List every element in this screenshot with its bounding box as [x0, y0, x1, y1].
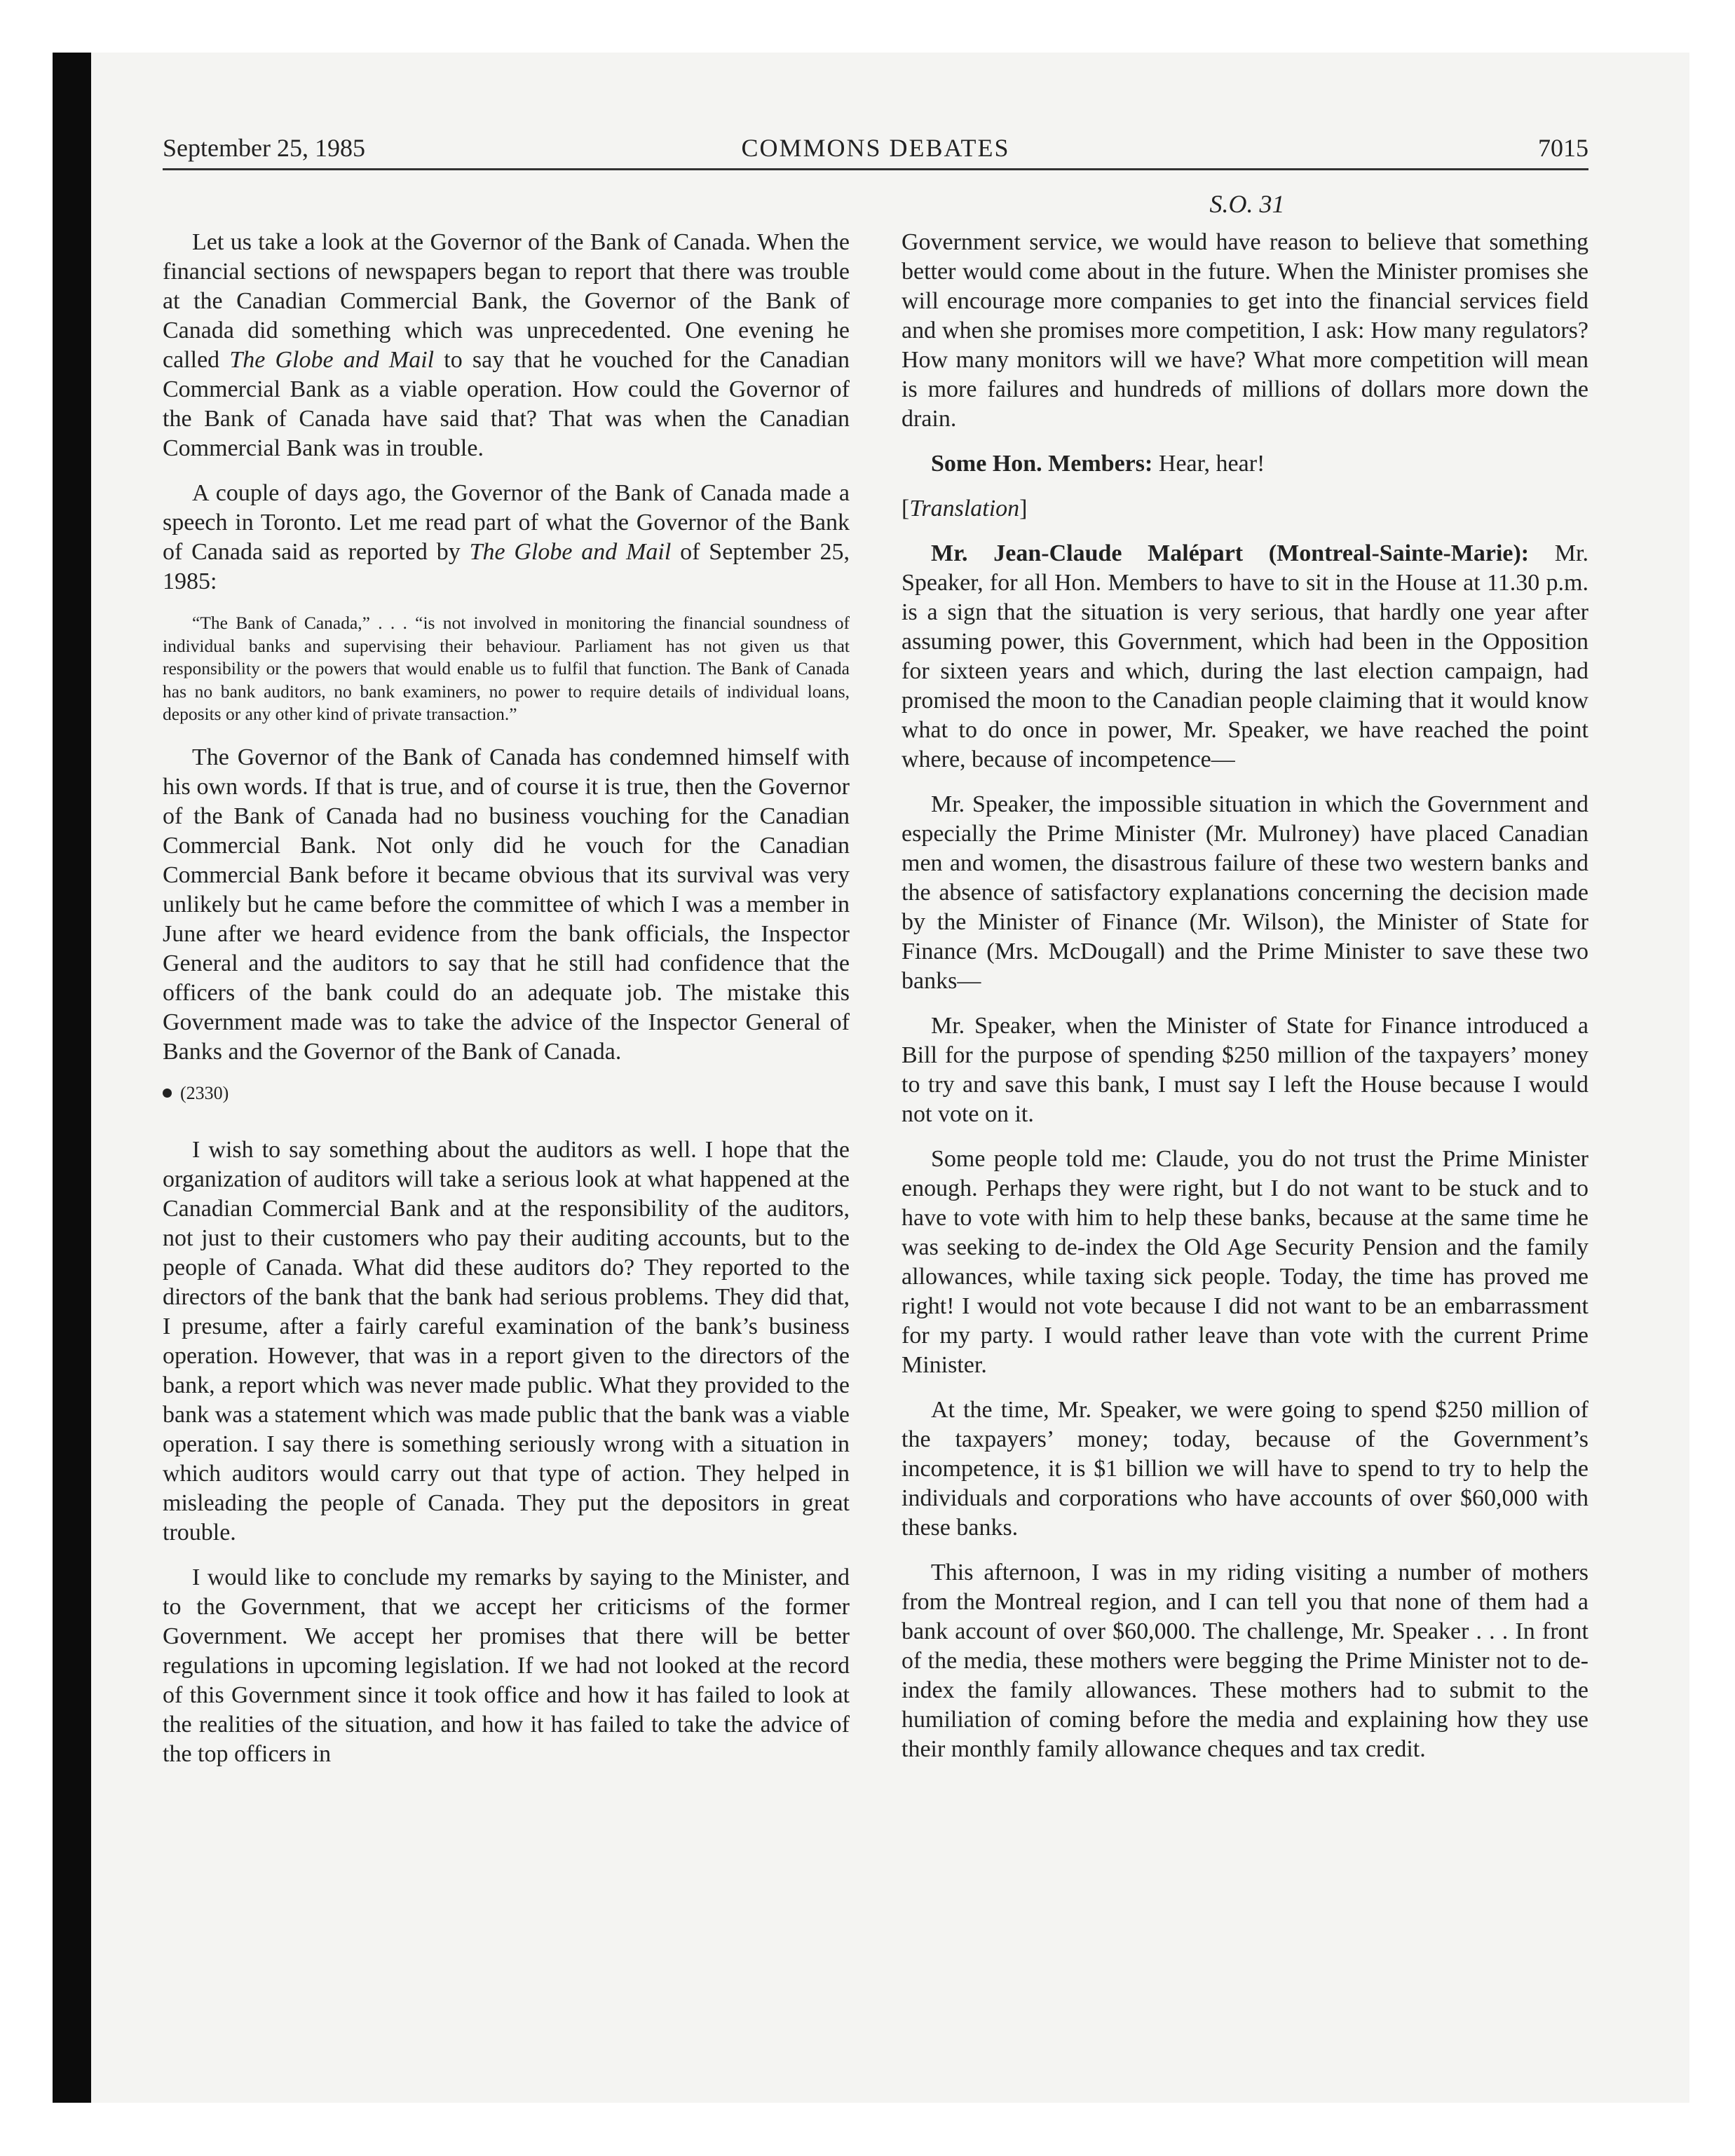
paragraph: At the time, Mr. Speaker, we were going to spend $250 million of the taxpayers’ money; today, because of the Government’s incompetence, it is $1 billion we will have to spend to try to help the individuals and corporations who have accounts of over $60,000 with these banks. — [901, 1397, 1588, 1541]
paragraph: Mr. Jean-Claude Malépart (Montreal-Sainte-Marie): Mr. Speaker, for all Hon. Members to have to sit in the House at 11.30 p.m. is a sign that the situation is very serious, that hardly one year after assuming power, this Government, which had been in the Opposition for sixteen years and which, during the last election campaign, had promised the moon to the Canadian people claiming that it would know what to do once in power, Mr. Speaker, we have reached the point where, because of incompetence— — [901, 540, 1588, 772]
paragraph: Mr. Speaker, when the Minister of State for Finance introduced a Bill for the purpose of spending $250 million of the taxpayers’ money to try and save this bank, I must say I left the House because I would not vote on it. — [901, 1013, 1588, 1127]
speaker-name: Some Hon. Members: — [931, 451, 1153, 477]
newspaper-title: The Globe and Mail — [229, 347, 435, 373]
translation-marker: [Translation] — [901, 496, 1028, 521]
bullet-icon — [163, 1089, 172, 1098]
newspaper-title: The Globe and Mail — [469, 539, 672, 565]
section-label: S.O. 31 — [1209, 190, 1285, 218]
time-marker-text: (2330) — [180, 1082, 229, 1103]
left-column — [163, 228, 850, 1785]
paragraph: Mr. Speaker, the impossible situation in which the Government and especially the Prime Minister (Mr. Mulroney) have placed Canadian men and women, the disastrous failure of these two western banks and the absence of satisfactory explanations concerning the decision made by the Minister of Finance (Mr. Wilson), the Minister of State for Finance (Mrs. McDougall) and the Prime Minister to save these two banks— — [901, 791, 1588, 994]
paragraph: I wish to say something about the auditors as well. I hope that the organization of auditors will take a serious look at what happened at the Canadian Commercial Bank and at the responsibility of the auditors, not just to their customers who pay their auditing accounts, but to the people of Canada. What did these auditors do? They reported to the directors of the bank that the bank had serious problems. They did that, I presume, after a fairly careful examination of the bank’s business operation. However, that was in a report given to the directors of the bank, a report which was never made public. What they provided to the bank was a statement which was made public that the bank was a viable operation. I say there is something seriously wrong with a situation in which auditors would carry out that type of action. They helped in misleading the people of Canada. They put the depositors in great trouble. — [163, 1136, 850, 1546]
time-marker — [163, 1082, 850, 1105]
block-quote: “The Bank of Canada,” . . . “is not involved in monitoring the financial soundness of individual banks and supervising their behaviour. Parliament has not given us that responsibility or the powers that would enable us to fulfil that function. The Bank of Canada has no bank auditors, no bank examiners, no power to require details of individual loans, deposits or any other kind of private transaction.” — [163, 613, 850, 724]
binding-edge — [53, 53, 91, 2103]
header-date: September 25, 1985 — [163, 134, 365, 162]
paragraph: I would like to conclude my remarks by saying to the Minister, and to the Government, that we accept her criticisms of the former Government. We accept her promises that there will be better regulations in upcoming legislation. If we had not looked at the record of this Government since it took office and how it has failed to look at the realities of the situation, and how it has failed to take the advice of the top officers in — [163, 1564, 850, 1767]
paragraph: This afternoon, I was in my riding visiting a number of mothers from the Montreal region, and I can tell you that none of them had a bank account of over $60,000. The challenge, Mr. Speaker . . . In front of the media, these mothers were begging the Prime Minister not to de-index the family allowances. These mothers had to submit to the humiliation of coming before the media and explaining how they use their monthly family allowance cheques and tax credit. — [901, 1560, 1588, 1762]
interjection: Some Hon. Members: Hear, hear! — [931, 451, 1265, 477]
header-publication: COMMONS DEBATES — [741, 134, 1010, 162]
paragraph: Let us take a look at the Governor of the Bank of Canada. When the financial sections of newspapers began to report that there was trouble at the Canadian Commercial Bank, the Governor of the Bank of Canada did something which was unprecedented. One evening he called The Globe and Mail to say that he vouched for the Canadian Commercial Bank as a viable operation. How could the Governor of the Bank of Canada have said that? That was when the Canadian Commercial Bank was in trouble. — [163, 229, 850, 461]
header-page-number: 7015 — [1538, 134, 1588, 162]
hansard-page — [163, 133, 1588, 1767]
paragraph: Government service, we would have reason to believe that something better would come about in the future. When the Minister promises she will encourage more companies to get into the financial services field and when she promises more competition, I ask: How many regulators? How many monitors will we have? What more competition will mean is more failures and hundreds of millions of dollars more down the drain. — [901, 229, 1588, 432]
paragraph: The Governor of the Bank of Canada has condemned himself with his own words. If that is true, and of course it is true, then the Governor of the Bank of Canada had no business vouching for the Canadian Commercial Bank. Not only did he vouch for the Canadian Commercial Bank before it became obvious that its survival was very unlikely but he came before the committee of which I was a member in June after we heard evidence from the bank officials, the Inspector General and the auditors to say that he still had confidence that the officers of the bank could do an adequate job. The mistake this Government made was to take the advice of the Inspector General of Banks and the Governor of the Bank of Canada. — [163, 744, 850, 1065]
running-head — [163, 133, 1588, 170]
right-column — [901, 228, 1588, 1780]
paragraph: Some people told me: Claude, you do not trust the Prime Minister enough. Perhaps they were right, but I do not want to be stuck and to have to vote with him to help these banks, because at the same time he was seeking to de-index the Old Age Security Pension and the family allowances, while taxing sick people. Today, the time has proved me right! I would not vote because I did not want to be an embarrassment for my party. I would rather leave than vote with the current Prime Minister. — [901, 1146, 1588, 1378]
speaker-name: Mr. Jean-Claude Malépart (Montreal-Sainte-Marie): — [931, 540, 1530, 566]
paragraph: A couple of days ago, the Governor of the Bank of Canada made a speech in Toronto. Let me read part of what the Governor of the Bank of Canada said as reported by The Globe and Mail of September 25, 1985: — [163, 480, 850, 594]
